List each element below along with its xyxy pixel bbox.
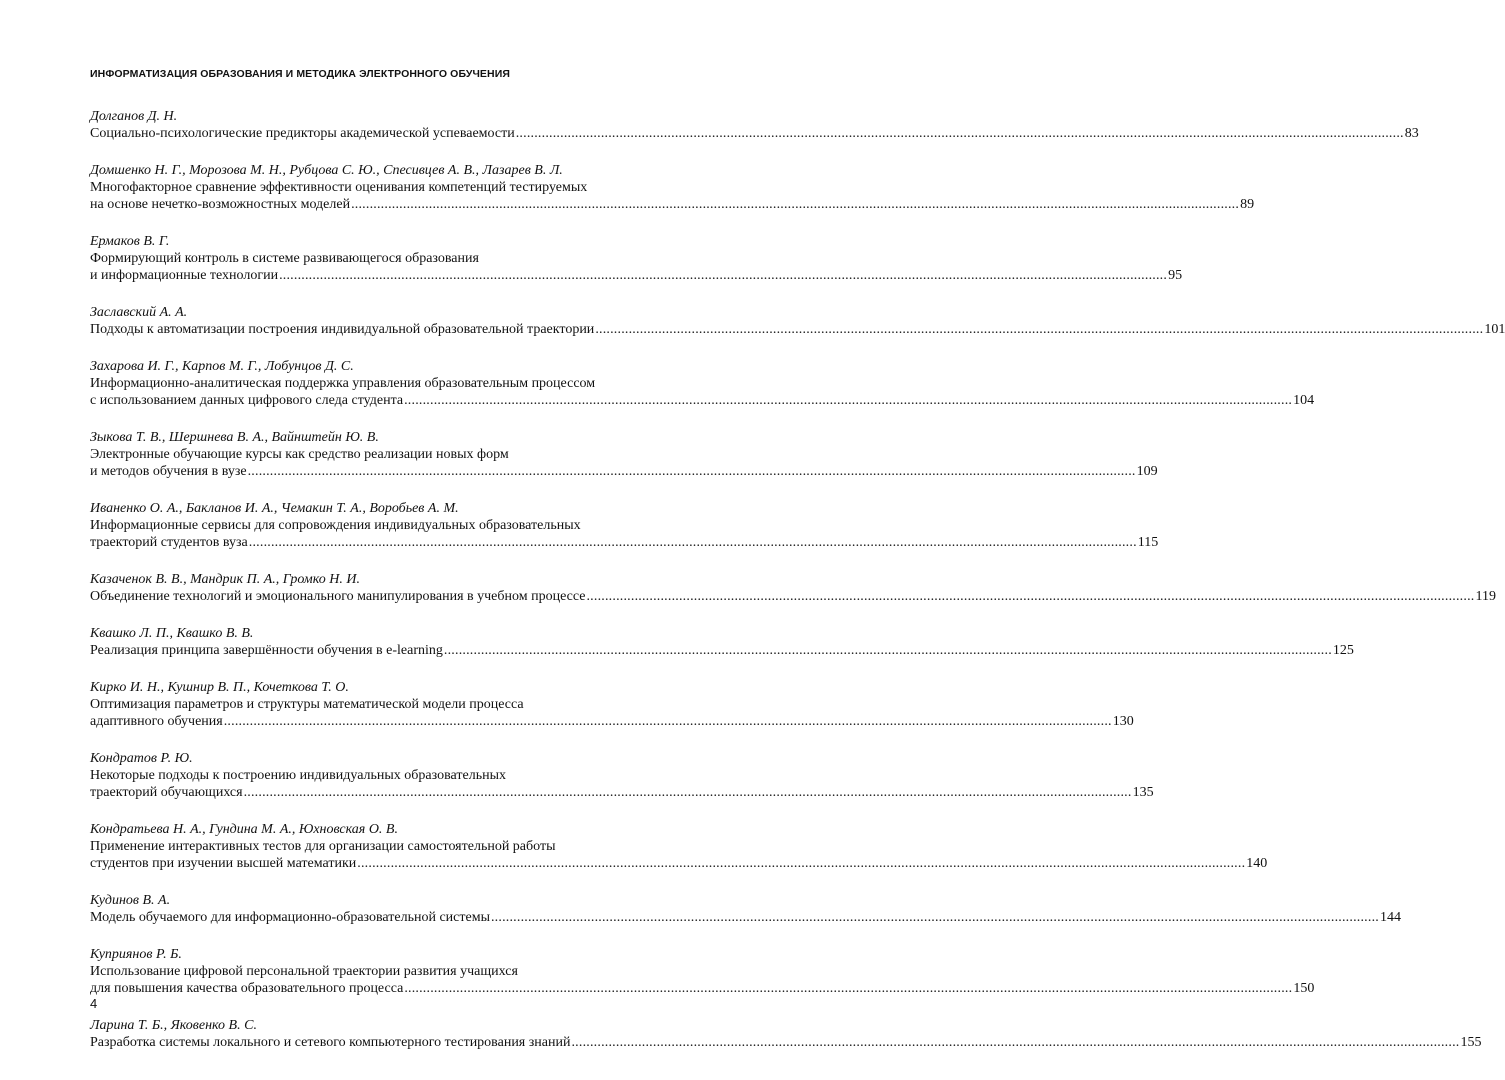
toc-entry-authors: Кудинов В. А. bbox=[90, 893, 171, 908]
toc-entry-page-number: 89 bbox=[1240, 197, 1255, 212]
toc-entry-title-line: Формирующий контроль в системе развивающегося образования bbox=[90, 251, 479, 266]
toc-entry-authors: Захарова И. Г., Карпов М. Г., Лобунцов Д. С. bbox=[90, 359, 354, 374]
toc-entry-authors: Кирко И. Н., Кушнир В. П., Кочеткова Т. О. bbox=[90, 680, 349, 695]
toc-entry bbox=[90, 892, 1401, 926]
toc-entry-title-text: Объединение технологий и эмоционального манипулирования в учебном процессе bbox=[90, 589, 586, 604]
dot-leader bbox=[248, 463, 1136, 480]
toc-entry-title-last-line bbox=[90, 534, 1159, 551]
dot-leader bbox=[491, 909, 1379, 926]
toc-entry bbox=[90, 750, 1154, 801]
toc-entry-authors: Долганов Д. Н. bbox=[90, 109, 178, 124]
toc-entry-title-text: и методов обучения в вузе bbox=[90, 464, 247, 479]
running-header: ИНФОРМАТИЗАЦИЯ ОБРАЗОВАНИЯ И МЕТОДИКА ЭЛЕКТРОННОГО ОБУЧЕНИЯ bbox=[90, 68, 511, 80]
toc-entry-authors: Куприянов Р. Б. bbox=[90, 947, 182, 962]
page-number: 4 bbox=[90, 996, 98, 1011]
toc-entry-page-number: 140 bbox=[1246, 856, 1268, 871]
toc-entry-page-number: 150 bbox=[1293, 981, 1315, 996]
toc-entry-page-number: 144 bbox=[1379, 910, 1401, 925]
toc-entry-authors: Кондратов Р. Ю. bbox=[90, 751, 193, 766]
toc-entry-title-last-line bbox=[90, 392, 1315, 409]
dot-leader bbox=[279, 267, 1167, 284]
toc-entry-title-last-line bbox=[90, 855, 1268, 872]
table-of-contents bbox=[90, 108, 1505, 1071]
toc-entry bbox=[90, 679, 1134, 730]
toc-entry bbox=[90, 233, 1183, 284]
toc-entry-title-line: Электронные обучающие курсы как средство реализации новых форм bbox=[90, 447, 509, 462]
dot-leader bbox=[404, 392, 1292, 409]
dot-leader bbox=[404, 980, 1292, 997]
toc-entry-page-number: 115 bbox=[1137, 535, 1159, 550]
toc-entry-title-last-line bbox=[90, 463, 1158, 480]
dot-leader bbox=[516, 125, 1404, 142]
toc-entry-title-last-line bbox=[90, 588, 1496, 605]
toc-entry bbox=[90, 500, 1159, 551]
dot-leader bbox=[444, 642, 1332, 659]
toc-entry-authors: Казаченок В. В., Мандрик П. А., Громко Н. И. bbox=[90, 572, 360, 587]
toc-entry-title-text: Модель обучаемого для информационно-образовательной системы bbox=[90, 910, 490, 925]
toc-entry-title-last-line bbox=[90, 642, 1354, 659]
toc-entry-title-text: и информационные технологии bbox=[90, 268, 279, 283]
toc-entry bbox=[90, 429, 1158, 480]
toc-entry bbox=[90, 304, 1505, 338]
toc-entry bbox=[90, 162, 1255, 213]
toc-entry-authors: Кондратьева Н. А., Гундина М. А., Юхновская О. В. bbox=[90, 822, 398, 837]
toc-entry-title-text: адаптивного обучения bbox=[90, 714, 223, 729]
dot-leader bbox=[351, 196, 1239, 213]
toc-entry-authors: Зыкова Т. В., Шершнева В. А., Вайнштейн Ю. В. bbox=[90, 430, 379, 445]
toc-entry bbox=[90, 821, 1268, 872]
toc-entry-title-text: Социально-психологические предикторы академической успеваемости bbox=[90, 126, 515, 141]
toc-entry bbox=[90, 946, 1315, 997]
dot-leader bbox=[586, 588, 1474, 605]
toc-entry-title-line: Информационные сервисы для сопровождения индивидуальных образовательных bbox=[90, 518, 581, 533]
toc-entry-title-last-line bbox=[90, 909, 1401, 926]
dot-leader bbox=[224, 713, 1112, 730]
toc-entry-authors: Заславский А. А. bbox=[90, 305, 188, 320]
toc-entry-title-last-line bbox=[90, 267, 1183, 284]
toc-entry-title-text: для повышения качества образовательного процесса bbox=[90, 981, 404, 996]
dot-leader bbox=[595, 321, 1483, 338]
toc-entry-title-line: Некоторые подходы к построению индивидуальных образовательных bbox=[90, 768, 506, 783]
toc-entry-page-number: 95 bbox=[1168, 268, 1183, 283]
toc-entry-page-number: 155 bbox=[1460, 1035, 1482, 1050]
toc-entry-title-last-line bbox=[90, 196, 1255, 213]
toc-entry-title-text: траекторий студентов вуза bbox=[90, 535, 248, 550]
toc-entry-title-line: Применение интерактивных тестов для организации самостоятельной работы bbox=[90, 839, 556, 854]
toc-entry bbox=[90, 1017, 1482, 1051]
toc-entry-title-text: Подходы к автоматизации построения индивидуальной образовательной траектории bbox=[90, 322, 595, 337]
toc-entry-title-text: Реализация принципа завершённости обучения в e-learning bbox=[90, 643, 443, 658]
toc-entry-authors: Ларина Т. Б., Яковенко В. С. bbox=[90, 1018, 257, 1033]
toc-entry-page-number: 119 bbox=[1475, 589, 1496, 604]
toc-entry-page-number: 104 bbox=[1293, 393, 1315, 408]
toc-entry-title-last-line bbox=[90, 784, 1154, 801]
toc-entry-authors: Домшенко Н. Г., Морозова М. Н., Рубцова С. Ю., Спесивцев А. В., Лазарев В. Л. bbox=[90, 163, 563, 178]
toc-entry-authors: Ермаков В. Г. bbox=[90, 234, 170, 249]
toc-entry-title-last-line bbox=[90, 1034, 1482, 1051]
toc-entry-title-text: Разработка системы локального и сетевого компьютерного тестирования знаний bbox=[90, 1035, 571, 1050]
toc-entry-title-text: траекторий обучающихся bbox=[90, 785, 243, 800]
toc-entry-title-text: студентов при изучении высшей математики bbox=[90, 856, 357, 871]
toc-entry-authors: Иваненко О. А., Бакланов И. А., Чемакин Т. А., Воробьев А. М. bbox=[90, 501, 459, 516]
toc-entry-authors: Квашко Л. П., Квашко В. В. bbox=[90, 626, 254, 641]
toc-entry-page-number: 83 bbox=[1404, 126, 1419, 141]
toc-entry-page-number: 109 bbox=[1136, 464, 1158, 479]
toc-entry-page-number: 135 bbox=[1132, 785, 1154, 800]
dot-leader bbox=[357, 855, 1245, 872]
toc-entry-title-text: с использованием данных цифрового следа студента bbox=[90, 393, 404, 408]
toc-entry-page-number: 125 bbox=[1332, 643, 1354, 658]
dot-leader bbox=[244, 784, 1132, 801]
toc-entry-title-last-line bbox=[90, 125, 1419, 142]
toc-entry-title-line: Многофакторное сравнение эффективности оценивания компетенций тестируемых bbox=[90, 180, 588, 195]
toc-entry-title-line: Информационно-аналитическая поддержка управления образовательным процессом bbox=[90, 376, 596, 391]
dot-leader bbox=[571, 1034, 1459, 1051]
toc-entry bbox=[90, 625, 1354, 659]
toc-entry-title-last-line bbox=[90, 980, 1315, 997]
toc-entry-title-text: на основе нечетко-возможностных моделей bbox=[90, 197, 351, 212]
toc-entry-page-number: 101 bbox=[1484, 322, 1505, 337]
toc-entry-title-line: Использование цифровой персональной траектории развития учащихся bbox=[90, 964, 518, 979]
toc-entry-title-last-line bbox=[90, 321, 1505, 338]
dot-leader bbox=[249, 534, 1137, 551]
toc-entry-page-number: 130 bbox=[1112, 714, 1134, 729]
toc-entry-title-last-line bbox=[90, 713, 1134, 730]
toc-entry-title-line: Оптимизация параметров и структуры математической модели процесса bbox=[90, 697, 524, 712]
toc-entry bbox=[90, 358, 1315, 409]
toc-entry bbox=[90, 108, 1419, 142]
toc-entry bbox=[90, 571, 1496, 605]
